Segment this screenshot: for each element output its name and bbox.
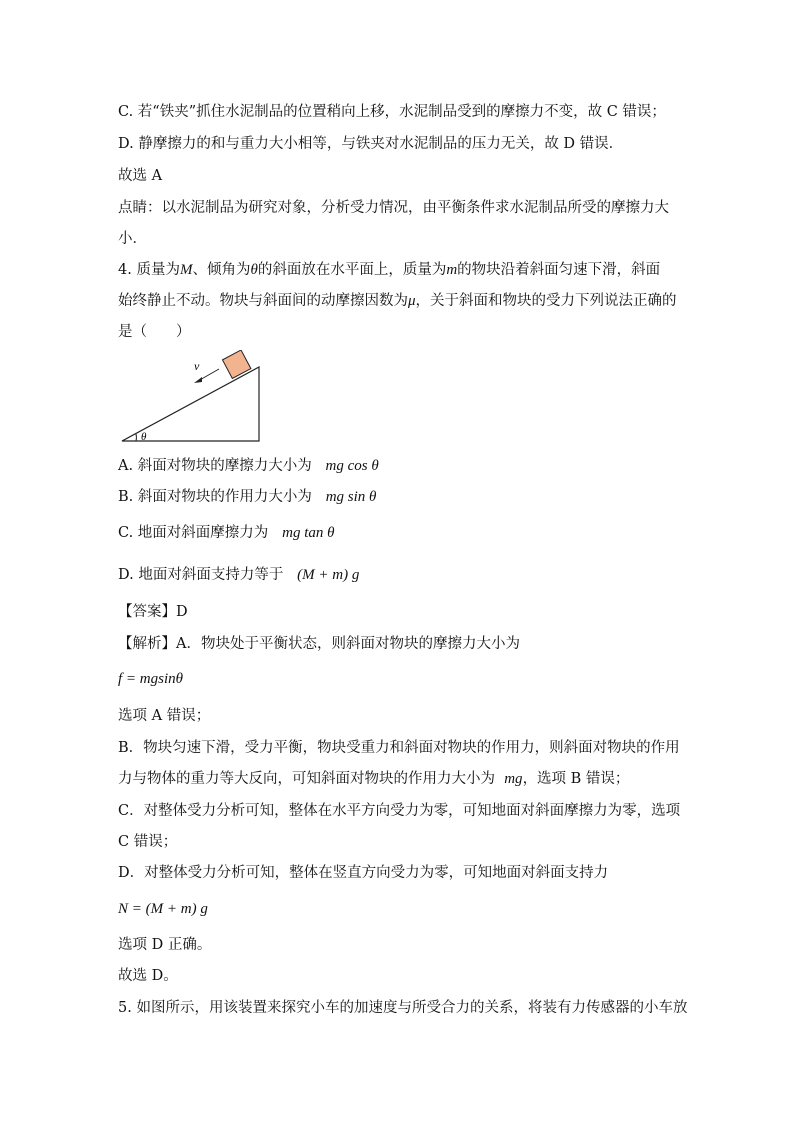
explanation-line: B．物块匀速下滑，受力平衡，物块受重力和斜面对物块的作用力，则斜面对物块的作用 [118, 740, 680, 756]
option-a: A. 斜面对物块的摩擦力大小为 mg cos θ [118, 458, 379, 474]
incline-figure [118, 350, 268, 446]
text-line: 点睛：以水泥制品为研究对象，分析受力情况，由平衡条件求水泥制品所受的摩擦力大 [118, 200, 669, 216]
explanation-line: 【解析】A．物块处于平衡状态，则斜面对物块的摩擦力大小为 [118, 636, 520, 652]
option-b: B. 斜面对物块的作用力大小为 mg sin θ [118, 489, 377, 505]
text-line: 故选 A [118, 168, 163, 184]
question-4-line-1: 4. 质量为M、倾角为θ的斜面放在水平面上，质量为m的物块沿着斜面匀速下滑，斜面 [118, 262, 661, 278]
option-c: C. 地面对斜面摩擦力为 mg tan θ [118, 525, 335, 541]
text-line: 小． [118, 231, 147, 247]
formula-friction: f = mgsinθ [118, 671, 183, 687]
question-4-line-3: 是（ ） [118, 324, 191, 340]
explanation-line: D．对整体受力分析可知，整体在竖直方向受力为零，可知地面对斜面支持力 [118, 865, 609, 881]
question-5-line: 5. 如图所示，用该装置来探究小车的加速度与所受合力的关系，将装有力传感器的小车放 [118, 1000, 688, 1016]
velocity-arrow-head [194, 377, 202, 383]
explanation-line: 选项 D 正确。 [118, 937, 212, 953]
question-4-line-2: 始终静止不动。物块与斜面间的动摩擦因数为μ，关于斜面和物块的受力下列说法正确的 [118, 293, 677, 309]
text-line: D. 静摩擦力的和与重力大小相等，与铁夹对水泥制品的压力无关，故 D 错误． [118, 136, 624, 152]
velocity-label: v [194, 359, 200, 373]
text-line: C. 若“铁夹”抓住水泥制品的位置稍向上移，水泥制品受到的摩擦力不变，故 C 错误； [118, 104, 666, 120]
answer-line: 【答案】D [118, 604, 188, 620]
formula-normal-force: N = (M + m) g [118, 901, 208, 917]
explanation-line: 选项 A 错误； [118, 708, 211, 724]
explanation-line: 故选 D。 [118, 968, 178, 984]
explanation-line: C 错误； [118, 834, 178, 850]
incline-triangle [122, 367, 259, 441]
option-d: D. 地面对斜面支持力等于 (M + m) g [118, 567, 360, 583]
angle-label: θ [141, 431, 147, 443]
explanation-line: C．对整体受力分析可知，整体在水平方向受力为零，可知地面对斜面摩擦力为零，选项 [118, 803, 681, 819]
explanation-line: 力与物体的重力等大反向，可知斜面对物块的作用力大小为 mg，选项 B 错误； [118, 771, 630, 787]
